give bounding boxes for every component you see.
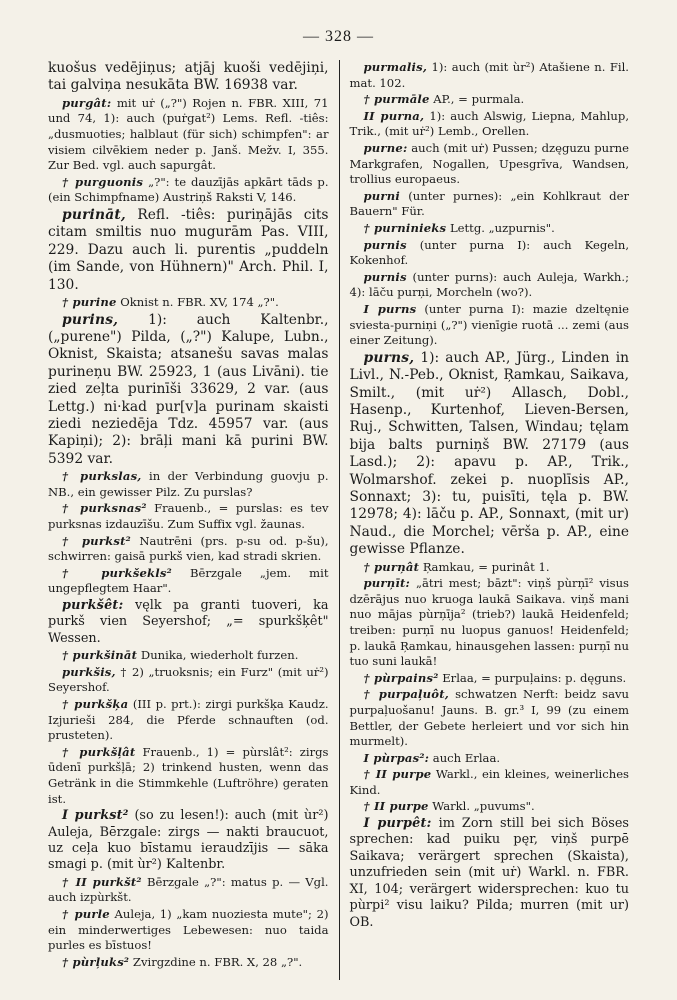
dictionary-entry [48, 875, 329, 906]
dictionary-entry [48, 175, 329, 206]
entry-text: † 2) „truoksnis; ein Furz" (mit uṙ²) Seyershof. [48, 664, 329, 695]
entry-text: Auleja, 1) „kam nuoziesta mute"; 2) ein minderwertiges Lebewesen: nuo taida purles es bīstuos! [48, 906, 329, 953]
entry-text: Dunika, wiederholt furzen. [140, 648, 299, 663]
entry-headword: purnis [363, 237, 407, 252]
dictionary-entry [48, 648, 329, 664]
dictionary-entry [350, 221, 630, 237]
entry-text: (so zu lesen!): auch (mit ùr²) Auleja, Bērzgale: zirgs — nakti braucuot, uz ceļa kuo bīstamu ieraudzījis — sāka smagi p. (mit ùr²) Kaltenbr. [48, 808, 329, 873]
entry-headword: purņīt: [363, 576, 411, 591]
page-number: — 328 — [303, 28, 374, 45]
entry-text: im Zorn still bei sich Böses sprechen: kad puiku pęr, viņš purpē Saikava; verärgert sprechen (Skaista), unzufrieden sein (mit uṙ) Warkl. n. FBR. XI, 104; verärgert widersprechen: kuo tu pùrpi² visu laiku? Pilda; murren (mit ur) OB. [349, 816, 629, 930]
entry-headword: † purkslas, [62, 469, 142, 484]
dictionary-entry [350, 302, 630, 349]
entry-headword: purgât: [62, 95, 112, 110]
entry-text: 1): auch AP., Jürg., Linden in Livl., N.-Peb., Oknist, Ŗamkau, Saikava, Smilt., (mit uṙ²) Allasch, Dobl., Hasenp., Kurtenhof, Lieven-Bersen, Ruj., Schwitten, Talsen, Windau; tęlam bija balts purniņš BW. 27179 (aus Lasd.); 2): apavu p. AP., Trik., Wolmarshof. zekei p. nuoplīsis AP., Sonnaxt; 3): tu, puisīti, tęla p. BW. 12978; 4): lāču p. AP., Sonnaxt, (mit ur) Naud., die Morchel; vērša p. AP., eine gewisse Pflanze. [349, 349, 629, 558]
dictionary-entry [350, 687, 630, 749]
entry-text: AP., = purmala. [433, 92, 525, 107]
dictionary-entry [350, 767, 630, 798]
dictionary-entry [48, 665, 329, 696]
entry-text: Zvirgzdine n. FBR. X, 28 „?". [132, 954, 303, 969]
entry-text: Oknist n. FBR. XV, 174 „?". [120, 295, 279, 309]
dictionary-entry [350, 671, 630, 687]
entry-text: Refl. -tiês: puriņājās cits citam smiltis nuo mugurām Pas. VIII, 229. Dazu auch li. purentis „puddeln (im Sande, von Hühnern)" Arch. Phil. I, 130. [48, 206, 329, 293]
dictionary-entry [48, 60, 329, 95]
entry-headword: purkšêt: [62, 598, 124, 613]
entry-headword: purnis [363, 269, 407, 284]
dictionary-entry [48, 469, 329, 500]
entry-headword: I purns [363, 301, 417, 316]
dictionary-entry [350, 751, 630, 767]
entry-headword: I pùrpas²: [363, 750, 430, 765]
entry-headword: † purkšļât [62, 744, 136, 759]
dictionary-entry [48, 566, 329, 597]
left-column [48, 60, 339, 980]
entry-headword: † pùrļuks² [62, 954, 130, 969]
dictionary-entry [350, 799, 630, 815]
dictionary-entry [48, 501, 329, 532]
dictionary-entry [350, 238, 630, 269]
dictionary-entry [48, 745, 329, 807]
dictionary-entry [48, 697, 329, 744]
dictionary-entry [350, 350, 630, 559]
entry-text: mit uṙ („?") Rojen n. FBR. XIII, 71 und 74, 1): auch (puṙgat²) Lems. Refl. -tiês: „dusmuoties; halblaut (für sich) schimpfen": ar visiem cilvēkiem neder p. Janš. Mežv. I, 355. Zur Bed. vgl. auch sapurgât. [48, 95, 329, 173]
entry-headword: II purna, [363, 108, 425, 123]
entry-text: 1): auch (mit ùr²) Atašiene n. Fil. mat. 102. [349, 60, 629, 90]
entry-text: Bērzgale „jem. mit ungepflegtem Haar". [48, 565, 329, 596]
dictionary-entry [48, 955, 329, 971]
entry-headword: † purkšināt [62, 648, 138, 663]
dictionary-entry [350, 189, 630, 220]
dictionary-entry [48, 907, 329, 954]
dictionary-entry [48, 534, 329, 565]
entry-headword: † purkšekls² [62, 565, 172, 580]
entry-headword: † pùrpains² [363, 670, 439, 685]
entry-headword: purni [363, 188, 400, 203]
entry-text: (unter purna I): auch Kegeln, Kokenhof. [349, 237, 629, 268]
entry-headword: † purle [62, 906, 110, 921]
entry-headword: † II purpe [363, 767, 432, 782]
dictionary-entry [48, 808, 329, 874]
entry-headword: † purpaļuôt, [363, 687, 450, 702]
entry-text: Bērzgale „?": matus p. — Vgl. auch izpùrkšt. [48, 874, 329, 905]
entry-text: 1): auch Alswig, Liepna, Mahlup, Trik., (mit uṙ²) Lemb., Orellen. [349, 108, 629, 139]
entry-text: Warkl. „puvums". [432, 799, 535, 814]
entry-headword: purināt, [62, 206, 126, 223]
entry-text: auch Erlaa. [432, 750, 501, 765]
entry-headword: I purkst² [62, 808, 129, 824]
entry-text: „ātri mest; bāzt": viņš pùrņī² visus dzērājus nuo kruoga laukā Saikava. viņš mani nuo mājas pùrņīja² (trieb?) laukā Heidenfeld; treiben: purņī nu luopus ganuos! Heidenfeld; p. laukā Ŗamkau, hinausgehen lassen: purņī nu tuo suni laukā! [349, 576, 629, 669]
entry-text: in der Verbindung guovju p. NB., ein gewisser Pilz. Zu purslas? [48, 469, 329, 499]
entry-text: auch (mit uṙ) Pussen; dzęguzu purne Markgrafen, Nogallen, Upesgrīva, Wandsen, trollius europaeus. [349, 140, 629, 187]
dictionary-entry [350, 60, 630, 91]
entry-text: Ŗamkau, = purinât 1. [422, 559, 550, 574]
entry-headword: purmalis, [363, 60, 428, 74]
entry-headword: † purkšķa [62, 697, 129, 711]
dictionary-entry [350, 141, 630, 188]
entry-headword: purne: [363, 140, 408, 155]
entry-text: Frauenb., 1) = pùrslât²: zirgs ūdenī purkšļā; 2) trinkend husten, wenn das Getränk in die Stimmkehle (Luftröhre) geraten ist. [48, 744, 329, 806]
entry-text: „?": te dauzījās apkārt tāds p. (ein Schimpfname) Austriņš Raksti V, 146. [48, 174, 329, 205]
entry-text: Warkl., ein kleines, weinerliches Kind. [349, 767, 629, 797]
dictionary-entry [48, 295, 329, 311]
columns [48, 60, 629, 980]
dictionary-entry [48, 598, 329, 647]
entry-headword: purins, [62, 311, 119, 328]
dictionary-entry [350, 816, 630, 931]
dictionary-entry [350, 109, 630, 140]
entry-headword: † II purpe [363, 799, 429, 814]
entry-headword: † purmāle [363, 92, 430, 107]
entry-text: (unter purnes): „ein Kohlkraut der Bauern" Für. [349, 188, 629, 219]
entry-text: Erlaa, = purpuļains: p. dęguns. [442, 670, 627, 685]
dictionary-entry [48, 312, 329, 469]
dictionary-entry [350, 560, 630, 576]
entry-text: Lettg. „uzpurnis". [449, 220, 555, 235]
entry-headword: † purninieks [363, 220, 447, 235]
entry-headword: † purņât [363, 559, 420, 574]
entry-text: (III p. prt.): zirgi purkšķa Kaudz. Izjurieši 284, die Pferde schnauften (od. prusteten). [48, 697, 329, 743]
entry-text: (unter purna I): mazie dzeltęnie sviesta-purniņi („?") vienīgie ruotā ... zemi (aus einer Zeitung). [349, 301, 629, 348]
entry-text: (unter purns): auch Auleja, Warkh.; 4): lāču purņi, Morcheln (wo?). [349, 269, 629, 300]
entry-text: Frauenb., = purslas: es tev purksnas izdauzīšu. Zum Suffix vgl. žaunas. [48, 501, 329, 532]
entry-headword: I purpêt: [363, 816, 432, 832]
dictionary-entry [350, 576, 630, 670]
entry-text: schwatzen Nerft: beidz savu purpaļuošanu! Jauns. B. gr.³ I, 99 (zu einem Bettler, der Gebete herleiert und vor sich hin murmelt). [349, 687, 629, 749]
dictionary-entry [350, 270, 630, 301]
entry-text: Nautrēni (prs. p-su od. p-šu), schwirren: gaisā purkš vien, kad stradi skrien. [48, 533, 329, 564]
dictionary-entry [48, 207, 329, 294]
entry-headword: † II purkšt² [62, 874, 142, 889]
entry-headword: purns, [363, 349, 415, 366]
dictionary-entry [48, 96, 329, 174]
entry-headword: † purine [62, 295, 117, 309]
entry-text: vęlk pa granti tuoveri, ka purkš vien Seyershof; „= spurkšķêt" Wessen. [48, 598, 329, 646]
entry-headword: † purguonis [62, 174, 144, 189]
entry-headword: purkšis, [62, 664, 116, 679]
entry-headword: † purkst² [62, 533, 131, 548]
entry-text: 1): auch Kaltenbr., („purene") Pilda, („?") Kalupe, Lubn., Oknist, Skaista; atsanešu savas malas purineņu BW. 25923, 1 (aus Livāni). tie zied zeļta purinīši 33629, 2 var. (aus Lettg.) ni·kad pur[v]a purinam skaisti ziedi neziedēja Tdz. 45957 var. (aus Kapiņi); 2): brāļi mani kā purini BW. 5392 var. [48, 311, 329, 467]
right-column [339, 60, 630, 980]
entry-text: kuošus vedējiņus; atjāj kuoši vedējiņi, tai galviņa nesukāta BW. 16938 var. [48, 60, 329, 94]
entry-headword: † purksnas² [62, 501, 147, 516]
dictionary-entry [350, 92, 630, 108]
